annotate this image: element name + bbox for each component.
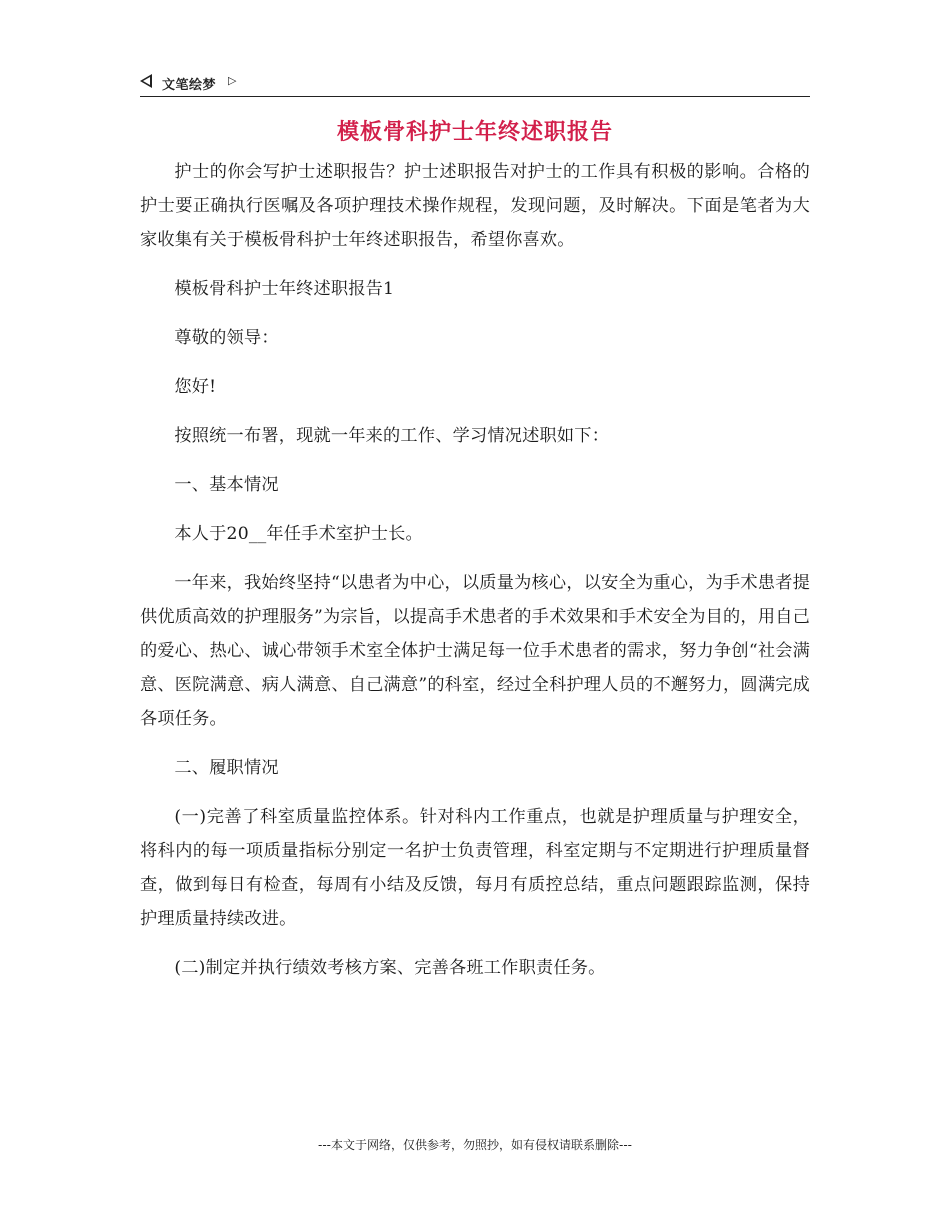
footer-disclaimer: ---本文于网络，仅供参考，勿照抄，如有侵权请联系删除--- bbox=[318, 1138, 632, 1152]
page-header bbox=[140, 72, 810, 97]
section-heading-basic: 一、基本情况 bbox=[174, 475, 279, 495]
triangle-left-outline-icon bbox=[140, 74, 152, 88]
body-paragraph: (一)完善了科室质量监控体系。针对科内工作重点，也就是护理质量与护理安全，将科内的每一项质量指标分别定一名护士负责管理，科室定期与不定期进行护理质量督查，做到每日有检查，每周有小结及反馈，每月有质控总结，重点问题跟踪监测，保持护理质量持续改进。 bbox=[140, 807, 810, 929]
salutation: 尊敬的领导： bbox=[174, 328, 279, 348]
body-paragraph: 本人于20__年任手术室护士长。 bbox=[174, 524, 423, 544]
triangle-right-outline-icon: ▷ bbox=[228, 74, 237, 87]
brand-name: 文笔绘梦 bbox=[162, 78, 217, 93]
report-heading: 模板骨科护士年终述职报告1 bbox=[174, 279, 395, 299]
body-paragraph: (二)制定并执行绩效考核方案、完善各班工作职责任务。 bbox=[174, 958, 606, 978]
section-heading-duties: 二、履职情况 bbox=[174, 758, 279, 778]
body-paragraph: 按照统一布署，现就一年来的工作、学习情况述职如下： bbox=[174, 426, 610, 446]
body-paragraph: 一年来，我始终坚持“以患者为中心，以质量为核心，以安全为重心，为手术患者提供优质高效的护理服务”为宗旨，以提高手术患者的手术效果和手术安全为目的，用自己的爱心、热心、诚心带领手术室全体护士满足每一位手术患者的需求，努力争创“社会满意、医院满意、病人满意、自己满意”的科室，经过全科护理人员的不邂努力，圆满完成各项任务。 bbox=[140, 573, 810, 729]
document-body bbox=[140, 155, 810, 985]
document-title: 模板骨科护士年终述职报告 bbox=[336, 120, 613, 145]
intro-paragraph: 护士的你会写护士述职报告？护士述职报告对护士的工作具有积极的影响。合格的护士要正确执行医嘱及各项护理技术操作规程，发现问题，及时解决。下面是笔者为大家收集有关于模板骨科护士年终述职报告，希望你喜欢。 bbox=[140, 162, 810, 250]
greeting: 您好! bbox=[174, 377, 217, 397]
